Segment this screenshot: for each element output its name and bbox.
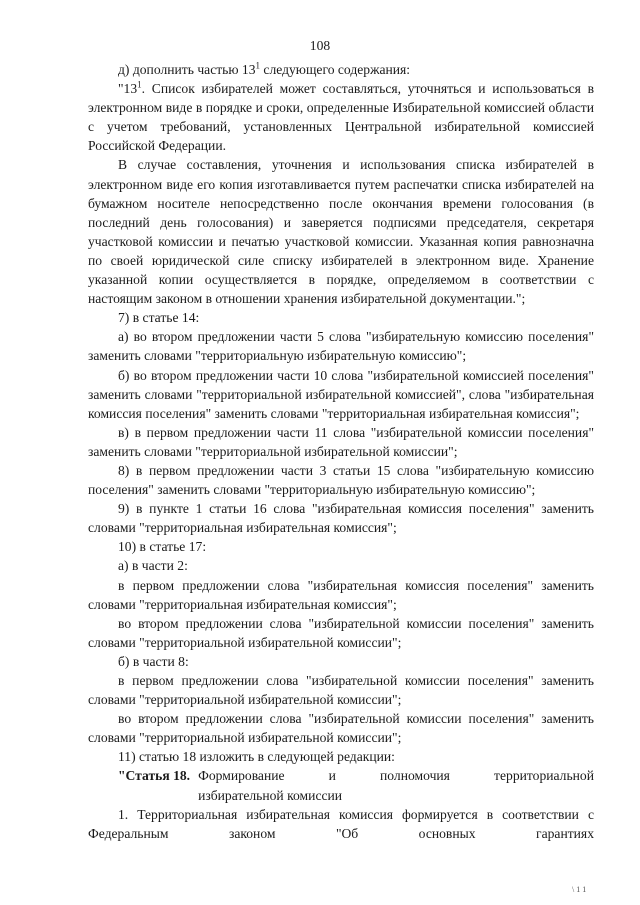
paragraph: б) во втором предложении части 10 слова "избирательной комиссией поселения" заменить словами "территориальной избирательной комиссией", слова "избирательная комиссия поселения" заменить словами "территориальная избирательная комиссия"; [88,367,594,421]
article-heading [88,766,594,804]
paragraph: 7) в статье 14: [118,310,200,326]
paragraph: б) в части 8: [118,653,189,669]
paragraph: 8) в первом предложении части 3 статьи 15 слова "избирательную комиссию поселения" заменить словами "территориальную избирательную комиссию"; [88,462,594,498]
superscript: 1 [137,79,142,90]
paragraph: 11) статью 18 изложить в следующей редакции: [118,749,395,765]
paragraph-text: д) дополнить частью 13 [118,62,256,77]
paragraph-text: следующего содержания: [260,62,411,77]
paragraph: 1. Территориальная избирательная комиссия формируется в соответствии с Федеральным законом "Об основных гарантиях [88,806,594,841]
paragraph: в) в первом предложении части 11 слова "избирательной комиссии поселения" заменить словами "территориальной избирательной комиссии"; [88,424,594,459]
document-body [88,60,594,843]
paragraph: а) в части 2: [118,558,188,574]
paragraph: во втором предложении слова "избирательной комиссии поселения" заменить словами "территориальной избирательной комиссии"; [88,711,594,746]
page-number: 108 [309,38,331,53]
paragraph [88,79,594,155]
paragraph [88,60,594,79]
paragraph: в первом предложении слова "избирательной комиссии поселения" заменить словами "территориальной избирательной комиссии"; [88,673,594,708]
paragraph: В случае составления, уточнения и использования списка избирателей в электронном виде его копия изготавливается путем распечатки списка избирателей на бумажном носителе непосредственно после окончания времени голосования (в последний день голосования) и заверяется подписями председателя, секретаря участковой комиссии и печатью участковой комиссии. Указанная копия равнозначна по своей юридической силе списку избирателей в электронном виде. Хранение указанной копии осуществляется в порядке, определяемом в соответствии с настоящим законом в отношении хранения избирательной документации."; [88,157,594,307]
paragraph-text: . Список избирателей может составляться, уточняться и использоваться в электронном виде в порядке и сроки, определенные Избирательной комиссией области с учетом требований, установленных Центральной избирательной комиссией Российской Федерации. [88,81,594,154]
paragraph: 9) в пункте 1 статьи 16 слова "избирательная комиссия поселения" заменить словами "территориальная избирательная комиссия"; [88,501,594,536]
article-number: "Статья 18. [118,768,191,784]
paragraph: 10) в статье 17: [118,539,207,555]
paragraph: а) во втором предложении части 5 слова "избирательную комиссию поселения" заменить словами "территориальную избирательную комиссию"; [88,329,594,364]
superscript: 1 [255,60,261,71]
corner-mark: \ 1 1 [572,884,587,894]
paragraph: во втором предложении слова "избирательной комиссии поселения" заменить словами "территориальной избирательной комиссии"; [88,615,594,650]
paragraph: в первом предложении слова "избирательная комиссия поселения" заменить словами "территориальная избирательная комиссия"; [88,577,594,612]
article-title-line: Формирование и полномочия территориальной [198,768,594,784]
paragraph-text: "13 [118,81,138,97]
article-title-line: избирательной комиссии [198,787,343,803]
article-title [190,766,594,804]
